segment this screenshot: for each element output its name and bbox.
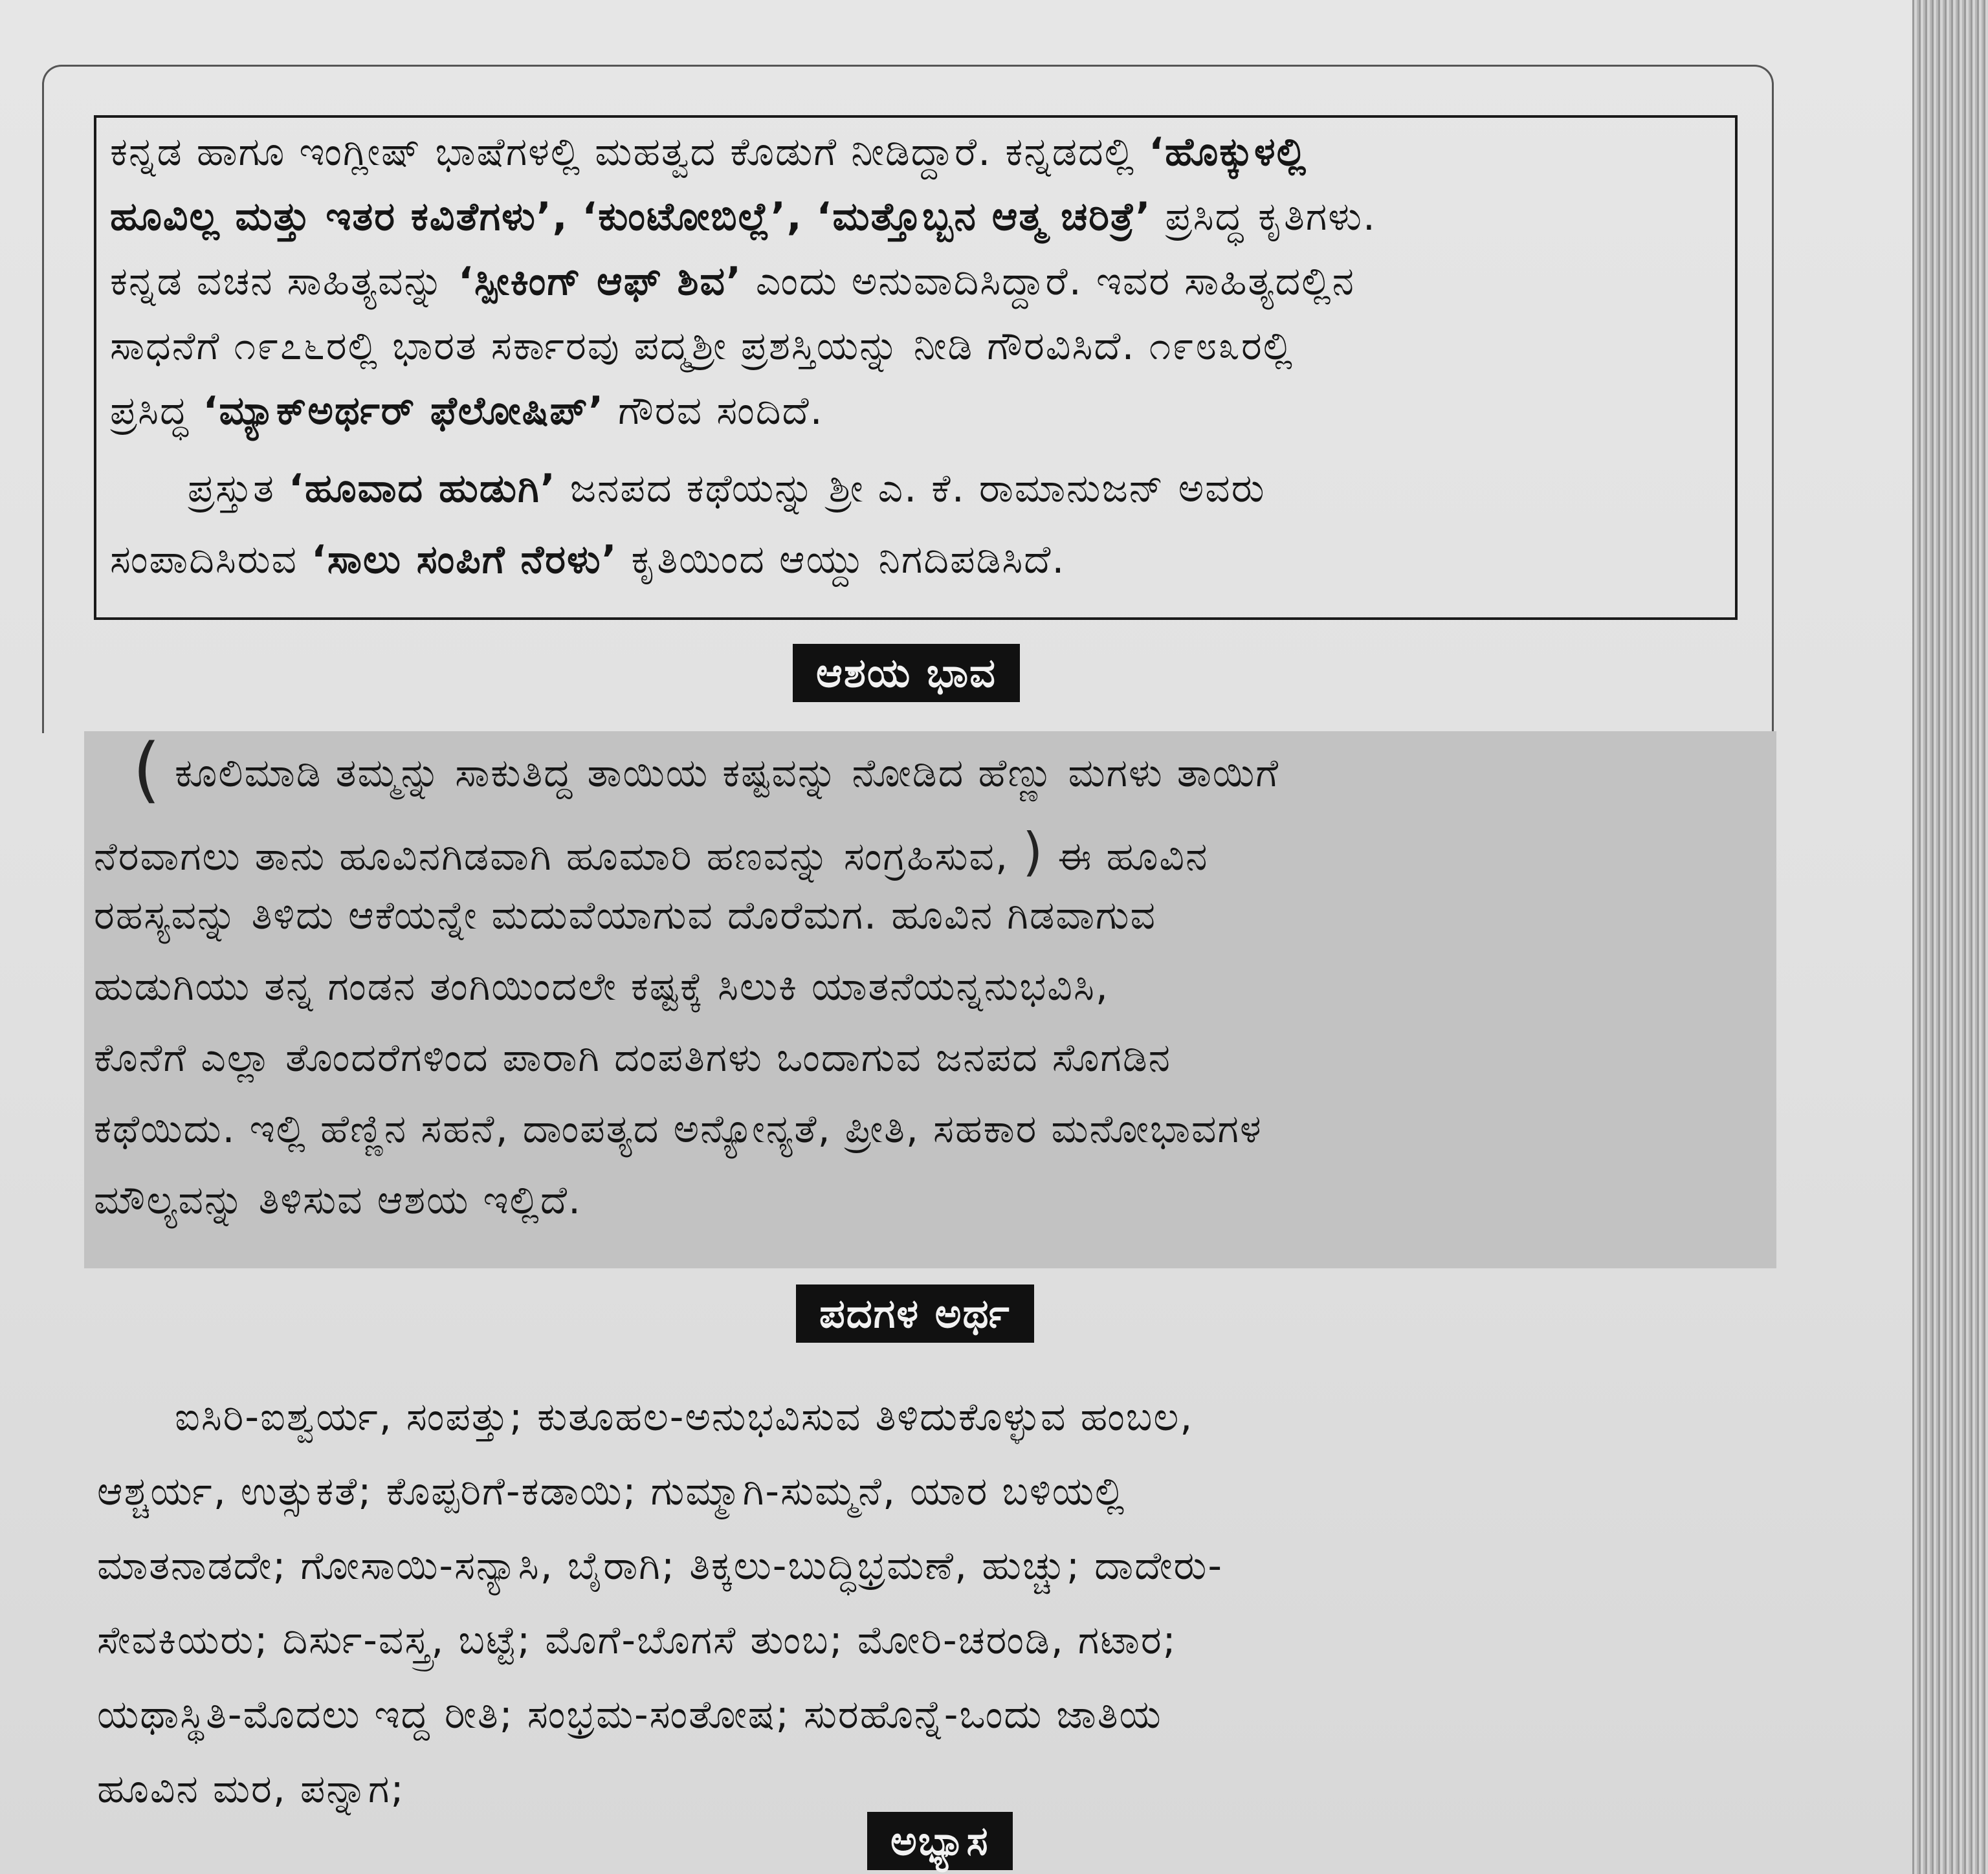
summary-line-6: ಕಥೆಯಿದು. ಇಲ್ಲಿ ಹೆಣ್ಣಿನ ಸಹನೆ, ದಾಂಪತ್ಯದ ಅನ್ಯೋನ್ಯತೆ, ಪ್ರೀತಿ, ಸಹಕಾರ ಮನೋಭಾವಗಳ xyxy=(94,1107,1263,1152)
bold-title: ‘ಹೊಕ್ಕುಳಲ್ಲಿ xyxy=(1149,129,1307,175)
meanings-line-3: ಮಾತನಾಡದೇ; ಗೋಸಾಯಿ-ಸನ್ಯಾಸಿ, ಬೈರಾಗಿ; ತಿಕ್ಕಲು-ಬುದ್ಧಿಭ್ರಮಣೆ, ಹುಚ್ಚು; ದಾದೇರು- xyxy=(97,1543,1223,1589)
meanings-line-6: ಹೂವಿನ ಮರ, ಪನ್ನಾಗ; xyxy=(97,1767,405,1812)
summary-line-2 xyxy=(94,822,1208,882)
intro-text: ಪ್ರಸಿದ್ಧ xyxy=(1165,194,1245,239)
intro-text: ಪ್ರಸಿದ್ಧ xyxy=(110,388,190,434)
summary-line-3: ರಹಸ್ಯವನ್ನು ತಿಳಿದು ಆಕೆಯನ್ನೇ ಮದುವೆಯಾಗುವ ದೊರೆಮಗ. ಹೂವಿನ ಗಿಡವಾಗುವ xyxy=(94,893,1156,938)
bold-title: ‘ಸಾಲು ಸಂಪಿಗೆ ನೆರಳು’ xyxy=(311,537,618,582)
bracket-close-mark: ) xyxy=(1022,822,1044,882)
meanings-line-4: ಸೇವಕಿಯರು; ದಿರ್ಸು-ವಸ್ತ್ರ, ಬಟ್ಟೆ; ಮೊಗೆ-ಬೊಗಸೆ ತುಂಬ; ಮೋರಿ-ಚರಂಡಿ, ಗಟಾರ; xyxy=(97,1618,1177,1663)
bold-title: ‘ಹೂವಾದ ಹುಡುಗಿ’ xyxy=(289,466,557,511)
intro-text: ಕನ್ನಡ ಹಾಗೂ ಇಂಗ್ಲೀಷ್ ಭಾಷೆಗಳಲ್ಲಿ ಮಹತ್ವದ ಕೊಡುಗೆ ನೀಡಿದ್ದಾರೆ. ಕನ್ನಡದಲ್ಲಿ xyxy=(110,129,1136,175)
bold-title: ‘ಕುಂಟೋಬಿಲ್ಲೆ’, xyxy=(582,194,803,239)
summary-text: ನೆರವಾಗಲು ತಾನು ಹೂವಿನಗಿಡವಾಗಿ ಹೂಮಾರಿ ಹಣವನ್ನು ಸಂಗ್ರಹಿಸುವ, xyxy=(94,834,1010,879)
meanings-line-5: ಯಥಾಸ್ಥಿತಿ-ಮೊದಲು ಇದ್ದ ರೀತಿ; ಸಂಭ್ರಮ-ಸಂತೋಷ; ಸುರಹೊನ್ನೆ-ಒಂದು ಜಾತಿಯ xyxy=(97,1692,1162,1737)
intro-line-5 xyxy=(110,388,824,434)
intro-line-4 xyxy=(110,324,1294,369)
page-edge xyxy=(1912,0,1988,1874)
bold-title: ‘ಸ್ಪೀಕಿಂಗ್ ಆಫ್ ಶಿವ’ xyxy=(458,259,742,304)
summary-line-7: ಮೌಲ್ಯವನ್ನು ತಿಳಿಸುವ ಆಶಯ ಇಲ್ಲಿದೆ. xyxy=(94,1178,582,1223)
bold-title: ಹೂವಿಲ್ಲ ಮತ್ತು ಇತರ ಕವಿತೆಗಳು’, xyxy=(110,194,569,239)
intro-text: ಕೃತಿಯಿಂದ ಆಯ್ದು ನಿಗದಿಪಡಿಸಿದೆ. xyxy=(631,537,1066,582)
intro-line-1 xyxy=(110,129,1307,175)
intro-text: ಗೌರವ ಸಂದಿದೆ. xyxy=(618,388,824,434)
bold-title: ‘ಮ್ಯಾಕ್‌ಅರ್ಥರ್ ಫೆಲೋಷಿಪ್’ xyxy=(203,388,605,434)
intro-line-2 xyxy=(110,194,1376,239)
intro-text: ಸಾಧನೆಗೆ ೧೯೭೬ರಲ್ಲಿ ಭಾರತ ಸರ್ಕಾರವು ಪದ್ಮಶ್ರೀ ಪ್ರಶಸ್ತಿಯನ್ನು ನೀಡಿ ಗೌರವಿಸಿದೆ. ೧೯೮೩ರಲ್ಲಿ xyxy=(110,324,1294,369)
intro-text: ಕೃತಿಗಳು. xyxy=(1258,194,1377,239)
intro-text: ಜನಪದ ಕಥೆಯನ್ನು ಶ್ರೀ ಎ. ಕೆ. ರಾಮಾನುಜನ್ ಅವರು xyxy=(569,466,1266,511)
section-heading-exercises: ಅಭ್ಯಾಸ xyxy=(867,1812,1013,1870)
intro-line-6 xyxy=(188,466,1266,511)
intro-text: ಎಂದು ಅನುವಾದಿಸಿದ್ದಾರೆ. ಇವರ ಸಾಹಿತ್ಯದಲ್ಲಿನ xyxy=(755,259,1355,304)
intro-text: ಸಂಪಾದಿಸಿರುವ xyxy=(110,537,298,582)
intro-text: ಪ್ರಸ್ತುತ xyxy=(188,466,275,511)
intro-line-7 xyxy=(110,537,1065,582)
intro-text: ಕನ್ನಡ ವಚನ ಸಾಹಿತ್ಯವನ್ನು xyxy=(110,259,445,304)
bold-title: ‘ಮತ್ತೊಬ್ಬನ ಆತ್ಮ ಚರಿತ್ರೆ’ xyxy=(816,194,1152,239)
meanings-line-2: ಆಶ್ಚರ್ಯ, ಉತ್ಸುಕತೆ; ಕೊಪ್ಪರಿಗೆ-ಕಡಾಯಿ; ಗುಮ್ಮಾಗಿ-ಸುಮ್ಮನೆ, ಯಾರ ಬಳಿಯಲ್ಲಿ xyxy=(97,1469,1126,1514)
summary-line-4: ಹುಡುಗಿಯು ತನ್ನ ಗಂಡನ ತಂಗಿಯಿಂದಲೇ ಕಷ್ಟಕ್ಕೆ ಸಿಲುಕಿ ಯಾತನೆಯನ್ನನುಭವಿಸಿ, xyxy=(94,964,1109,1009)
summary-text: ಈ ಹೂವಿನ xyxy=(1057,834,1209,879)
meanings-line-1: ಐಸಿರಿ-ಐಶ್ವರ್ಯ, ಸಂಪತ್ತು; ಕುತೂಹಲ-ಅನುಭವಿಸುವ ತಿಳಿದುಕೊಳ್ಳುವ ಹಂಬಲ, xyxy=(175,1394,1194,1440)
section-heading-summary: ಆಶಯ ಭಾವ xyxy=(793,644,1020,702)
section-heading-meanings: ಪದಗಳ ಅರ್ಥ xyxy=(796,1284,1034,1343)
summary-line-1: ಕೂಲಿಮಾಡಿ ತಮ್ಮನ್ನು ಸಾಕುತಿದ್ದ ತಾಯಿಯ ಕಷ್ಟವನ್ನು ನೋಡಿದ ಹೆಣ್ಣು ಮಗಳು ತಾಯಿಗೆ xyxy=(175,751,1280,796)
bracket-open-mark: ( xyxy=(133,728,160,811)
summary-line-5: ಕೊನೆಗೆ ಎಲ್ಲಾ ತೊಂದರೆಗಳಿಂದ ಪಾರಾಗಿ ದಂಪತಿಗಳು ಒಂದಾಗುವ ಜನಪದ ಸೊಗಡಿನ xyxy=(94,1035,1172,1081)
intro-line-3 xyxy=(110,259,1355,304)
